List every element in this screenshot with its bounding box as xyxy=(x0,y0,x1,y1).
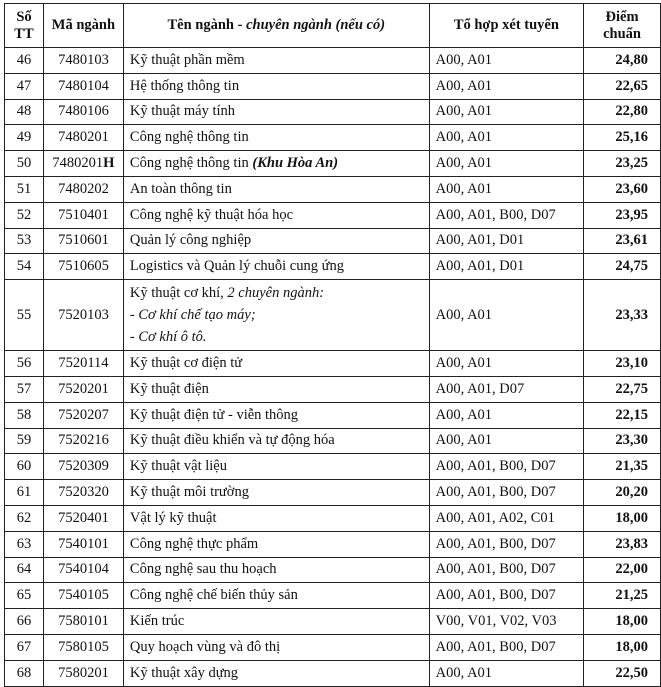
cell-to-hop: A00, A01, B00, D07 xyxy=(429,634,583,660)
ten-nganh-text: Công nghệ chế biến thủy sản xyxy=(129,587,298,604)
cell-ten-nganh xyxy=(123,73,429,99)
table-row xyxy=(5,73,661,99)
ten-nganh-text: Kỹ thuật máy tính xyxy=(129,103,236,120)
cell-diem-chuan: 22,50 xyxy=(584,660,661,686)
ten-nganh-text: Công nghệ thông tin xyxy=(129,129,249,146)
cell-ma-nganh xyxy=(43,402,123,428)
cell-stt: 49 xyxy=(5,125,44,151)
table-row xyxy=(5,480,661,506)
table-row xyxy=(5,634,661,660)
cell-ma-nganh xyxy=(43,634,123,660)
cell-diem-chuan: 22,75 xyxy=(584,376,661,402)
cell-ma-nganh xyxy=(43,176,123,202)
ten-nganh-text: Kiến trúc xyxy=(129,613,185,630)
table-row xyxy=(5,531,661,557)
ten-nganh-text: An toàn thông tin xyxy=(129,180,232,197)
chuyen-nganh-item: - Cơ khí chế tạo máy; xyxy=(129,307,256,324)
ma-nganh-code: 7520103 xyxy=(58,306,109,323)
cell-to-hop: A00, A01 xyxy=(429,280,583,351)
cell-stt: 67 xyxy=(5,634,44,660)
ten-nganh-text: Công nghệ thông tin xyxy=(129,155,253,172)
cell-to-hop: A00, A01, B00, D07 xyxy=(429,454,583,480)
cell-ten-nganh xyxy=(123,151,429,177)
cell-stt: 51 xyxy=(5,176,44,202)
admission-score-table xyxy=(4,3,661,687)
cell-ten-nganh xyxy=(123,557,429,583)
cell-diem-chuan: 23,10 xyxy=(584,351,661,377)
table-row xyxy=(5,583,661,609)
ten-nganh-text: Công nghệ kỹ thuật hóa học xyxy=(129,206,294,223)
cell-stt: 46 xyxy=(5,48,44,74)
cell-ma-nganh xyxy=(43,583,123,609)
cell-stt: 63 xyxy=(5,531,44,557)
cell-diem-chuan: 18,00 xyxy=(584,634,661,660)
table-row xyxy=(5,557,661,583)
cell-to-hop: A00, A01 xyxy=(429,176,583,202)
ten-nganh-text: Kỹ thuật xây dựng xyxy=(129,664,239,681)
ten-nganh-text: Kỹ thuật điện xyxy=(129,380,209,397)
cell-ten-nganh xyxy=(123,176,429,202)
cell-stt: 64 xyxy=(5,557,44,583)
cell-diem-chuan: 24,80 xyxy=(584,48,661,74)
cell-to-hop: A00, A01, B00, D07 xyxy=(429,583,583,609)
cell-diem-chuan: 24,75 xyxy=(584,254,661,280)
cell-ten-nganh xyxy=(123,531,429,557)
cell-ten-nganh xyxy=(123,280,429,351)
cell-diem-chuan: 18,00 xyxy=(584,505,661,531)
cell-to-hop: A00, A01, B00, D07 xyxy=(429,531,583,557)
ma-nganh-code: 7480202 xyxy=(58,180,109,197)
cell-to-hop: A00, A01 xyxy=(429,428,583,454)
table-row xyxy=(5,125,661,151)
cell-stt: 66 xyxy=(5,609,44,635)
ma-nganh-code: 7540101 xyxy=(58,535,109,552)
cell-to-hop: A00, A01 xyxy=(429,351,583,377)
header-ten-nganh xyxy=(123,4,429,48)
ten-nganh-text: Logistics và Quản lý chuỗi cung ứng xyxy=(129,258,344,275)
cell-to-hop: A00, A01 xyxy=(429,151,583,177)
cell-to-hop: A00, A01, A02, C01 xyxy=(429,505,583,531)
cell-ten-nganh xyxy=(123,402,429,428)
ma-nganh-code: 7520216 xyxy=(58,432,109,449)
cell-stt: 61 xyxy=(5,480,44,506)
cell-diem-chuan: 25,16 xyxy=(584,125,661,151)
ma-nganh-code: 7480104 xyxy=(58,77,109,94)
table-row xyxy=(5,48,661,74)
cell-ten-nganh xyxy=(123,583,429,609)
cell-diem-chuan: 21,25 xyxy=(584,583,661,609)
cell-ten-nganh xyxy=(123,660,429,686)
ten-nganh-text: Vật lý kỹ thuật xyxy=(129,509,217,526)
table-row xyxy=(5,351,661,377)
cell-to-hop: A00, A01, B00, D07 xyxy=(429,557,583,583)
header-ma-nganh: Mã ngành xyxy=(43,4,123,48)
table-row xyxy=(5,402,661,428)
ma-nganh-code: 7480201 xyxy=(52,155,104,172)
table-row xyxy=(5,660,661,686)
cell-ten-nganh xyxy=(123,634,429,660)
cell-stt: 62 xyxy=(5,505,44,531)
table-row xyxy=(5,428,661,454)
cell-stt: 48 xyxy=(5,99,44,125)
cell-diem-chuan: 21,35 xyxy=(584,454,661,480)
cell-diem-chuan: 23,61 xyxy=(584,228,661,254)
cell-to-hop: A00, A01 xyxy=(429,48,583,74)
cell-to-hop: A00, A01 xyxy=(429,402,583,428)
ten-nganh-text: Kỹ thuật cơ điện tử xyxy=(129,355,243,372)
cell-ma-nganh xyxy=(43,609,123,635)
ma-nganh-code: 7520401 xyxy=(58,509,109,526)
header-diem-line2: chuẩn xyxy=(603,25,641,42)
ma-nganh-code: 7520320 xyxy=(58,484,109,501)
ma-nganh-code: 7510605 xyxy=(58,258,109,275)
cell-stt: 65 xyxy=(5,583,44,609)
cell-ten-nganh xyxy=(123,376,429,402)
cell-ten-nganh xyxy=(123,254,429,280)
admission-score-table-wrapper xyxy=(4,3,661,687)
ma-nganh-code: 7520207 xyxy=(58,406,109,423)
ten-nganh-text: Quy hoạch vùng và đô thị xyxy=(129,638,281,655)
cell-ten-nganh xyxy=(123,48,429,74)
ten-nganh-text: Kỹ thuật phần mềm xyxy=(129,51,245,68)
header-stt-line2: TT xyxy=(14,25,34,42)
cell-ten-nganh xyxy=(123,351,429,377)
cell-ma-nganh xyxy=(43,48,123,74)
cell-stt: 59 xyxy=(5,428,44,454)
header-stt xyxy=(5,4,44,48)
ma-nganh-code: 7580105 xyxy=(58,638,109,655)
cell-ten-nganh xyxy=(123,480,429,506)
cell-stt: 57 xyxy=(5,376,44,402)
header-to-hop: Tổ hợp xét tuyển xyxy=(429,4,583,48)
cell-ten-nganh xyxy=(123,99,429,125)
ten-nganh-text: Công nghệ sau thu hoạch xyxy=(129,561,277,578)
table-header-row xyxy=(5,4,661,48)
cell-ten-nganh xyxy=(123,428,429,454)
chuyen-nganh-item: - Cơ khí ô tô. xyxy=(129,329,207,346)
cell-to-hop: A00, A01, B00, D07 xyxy=(429,480,583,506)
ma-nganh-code: 7540104 xyxy=(58,561,109,578)
ma-nganh-code: 7480103 xyxy=(58,51,109,68)
cell-diem-chuan: 22,00 xyxy=(584,557,661,583)
cell-to-hop: A00, A01 xyxy=(429,99,583,125)
cell-stt: 50 xyxy=(5,151,44,177)
cell-ma-nganh xyxy=(43,454,123,480)
ten-nganh-text: Kỹ thuật điện tử - viễn thông xyxy=(129,406,299,423)
cell-stt: 47 xyxy=(5,73,44,99)
table-row xyxy=(5,176,661,202)
table-row xyxy=(5,99,661,125)
cell-diem-chuan: 22,15 xyxy=(584,402,661,428)
ten-nganh-text: Kỹ thuật điều khiển và tự động hóa xyxy=(129,432,335,449)
cell-ma-nganh xyxy=(43,151,123,177)
ten-nganh-note: (Khu Hòa An) xyxy=(252,155,339,172)
cell-ma-nganh xyxy=(43,125,123,151)
ma-nganh-code: 7520309 xyxy=(58,458,109,475)
table-row xyxy=(5,280,661,351)
cell-ma-nganh xyxy=(43,202,123,228)
ten-nganh-text: Công nghệ thực phẩm xyxy=(129,535,259,552)
cell-to-hop: A00, A01, D01 xyxy=(429,228,583,254)
cell-to-hop: A00, A01, D07 xyxy=(429,376,583,402)
cell-diem-chuan: 22,65 xyxy=(584,73,661,99)
cell-ma-nganh xyxy=(43,228,123,254)
table-row xyxy=(5,202,661,228)
cell-stt: 54 xyxy=(5,254,44,280)
cell-ma-nganh xyxy=(43,531,123,557)
cell-diem-chuan: 20,20 xyxy=(584,480,661,506)
cell-ma-nganh xyxy=(43,505,123,531)
cell-ten-nganh xyxy=(123,202,429,228)
cell-stt: 60 xyxy=(5,454,44,480)
cell-diem-chuan: 23,25 xyxy=(584,151,661,177)
cell-stt: 58 xyxy=(5,402,44,428)
table-row xyxy=(5,254,661,280)
ma-nganh-code: 7510601 xyxy=(58,232,109,249)
table-row xyxy=(5,609,661,635)
table-row xyxy=(5,376,661,402)
ma-nganh-code: 7480106 xyxy=(58,103,109,120)
ma-nganh-code: 7540105 xyxy=(58,587,109,604)
cell-ma-nganh xyxy=(43,73,123,99)
cell-stt: 56 xyxy=(5,351,44,377)
cell-stt: 68 xyxy=(5,660,44,686)
cell-diem-chuan: 23,30 xyxy=(584,428,661,454)
cell-ma-nganh xyxy=(43,351,123,377)
ten-nganh-text: Kỹ thuật vật liệu xyxy=(129,458,227,475)
cell-diem-chuan: 18,00 xyxy=(584,609,661,635)
table-row xyxy=(5,505,661,531)
cell-ten-nganh xyxy=(123,228,429,254)
cell-to-hop: A00, A01 xyxy=(429,660,583,686)
cell-diem-chuan: 23,33 xyxy=(584,280,661,351)
table-row xyxy=(5,228,661,254)
cell-to-hop: V00, V01, V02, V03 xyxy=(429,609,583,635)
cell-ma-nganh xyxy=(43,428,123,454)
ten-nganh-text: Quản lý công nghiệp xyxy=(129,232,252,249)
ma-nganh-code: 7520114 xyxy=(58,355,109,372)
cell-ma-nganh xyxy=(43,376,123,402)
ten-nganh-subtitle: 2 chuyên ngành: xyxy=(227,285,325,302)
ma-nganh-code: 7520201 xyxy=(58,380,109,397)
cell-diem-chuan: 23,83 xyxy=(584,531,661,557)
ten-nganh-text: Hệ thống thông tin xyxy=(129,77,240,94)
cell-ma-nganh xyxy=(43,254,123,280)
table-row xyxy=(5,454,661,480)
cell-stt: 55 xyxy=(5,280,44,351)
cell-stt: 52 xyxy=(5,202,44,228)
ma-nganh-code: 7480201 xyxy=(58,129,109,146)
ma-nganh-code: 7580101 xyxy=(58,613,109,630)
cell-ten-nganh xyxy=(123,454,429,480)
ten-nganh-text: Kỹ thuật môi trường xyxy=(129,484,249,501)
cell-ten-nganh xyxy=(123,609,429,635)
ma-nganh-code: 7510401 xyxy=(58,206,109,223)
cell-to-hop: A00, A01 xyxy=(429,73,583,99)
cell-ma-nganh xyxy=(43,660,123,686)
cell-to-hop: A00, A01 xyxy=(429,125,583,151)
ma-nganh-suffix: H xyxy=(103,155,115,172)
cell-to-hop: A00, A01, D01 xyxy=(429,254,583,280)
cell-diem-chuan: 23,95 xyxy=(584,202,661,228)
cell-ten-nganh xyxy=(123,505,429,531)
cell-diem-chuan: 22,80 xyxy=(584,99,661,125)
header-ten-main: Tên ngành - xyxy=(167,17,247,33)
cell-ma-nganh xyxy=(43,557,123,583)
header-ten-italic: chuyên ngành (nếu có) xyxy=(246,17,386,33)
table-body xyxy=(5,48,661,687)
cell-ten-nganh xyxy=(123,125,429,151)
cell-stt: 53 xyxy=(5,228,44,254)
ten-nganh-text: Kỹ thuật cơ khí, xyxy=(129,285,228,302)
cell-ma-nganh xyxy=(43,480,123,506)
cell-to-hop: A00, A01, B00, D07 xyxy=(429,202,583,228)
ma-nganh-code: 7580201 xyxy=(58,664,109,681)
header-stt-line1: Số xyxy=(16,8,32,25)
cell-ma-nganh xyxy=(43,99,123,125)
header-diem-chuan xyxy=(584,4,661,48)
cell-diem-chuan: 23,60 xyxy=(584,176,661,202)
header-diem-line1: Điểm xyxy=(605,8,639,25)
cell-ma-nganh xyxy=(43,280,123,351)
table-row xyxy=(5,151,661,177)
